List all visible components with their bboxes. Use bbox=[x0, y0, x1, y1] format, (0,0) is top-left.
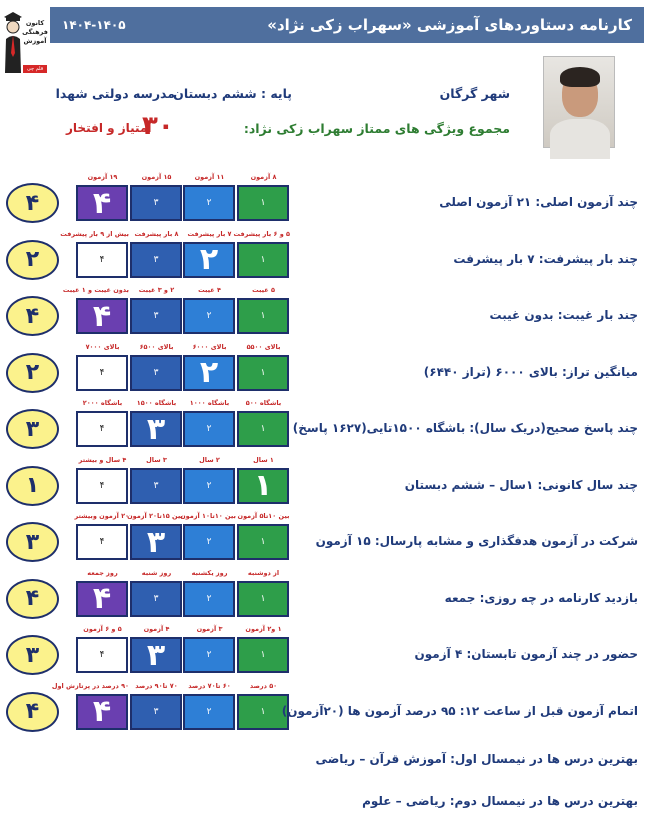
level-box: ۴ bbox=[76, 185, 128, 221]
level-grid bbox=[74, 512, 290, 564]
achievement-question: بازدید کارنامه در چه روزی: جمعه bbox=[444, 590, 638, 605]
level-tick-label: روز یکشنبه bbox=[191, 568, 228, 577]
achievement-question: چند پاسخ صحیح(دریک سال): باشگاه ۱۵۰۰تایی(۱۶۲۷ پاسخ) bbox=[292, 421, 638, 435]
level-tick-label: ۴ غیبت bbox=[198, 286, 221, 294]
level-box: ۲ bbox=[183, 298, 235, 334]
score-value: ۳۰ bbox=[142, 111, 174, 141]
level-box: ۱ bbox=[237, 242, 289, 278]
level-box: ۴ bbox=[76, 524, 128, 560]
achievement-question: چند سال کانونی: ۱سال – ششم دبستان bbox=[404, 477, 638, 492]
level-tick-label: بیش از ۹ بار پیشرفت bbox=[60, 229, 129, 238]
achievement-row bbox=[0, 681, 650, 750]
level-grid bbox=[76, 342, 290, 395]
report-year: ۱۴۰۴-۱۴۰۵ bbox=[62, 18, 126, 32]
level-tick-label: ۵ و ۶ آزمون bbox=[83, 625, 122, 633]
level-box: ۱ bbox=[237, 411, 289, 447]
level-tick-label: روز شنبه bbox=[141, 568, 172, 577]
level-box: ۴ bbox=[76, 581, 128, 617]
level-grid bbox=[51, 681, 290, 734]
level-box: ۳ bbox=[130, 581, 182, 617]
level-box: ۲ bbox=[183, 411, 235, 447]
student-photo bbox=[543, 56, 615, 148]
score-badge: ۴ bbox=[6, 183, 59, 223]
level-box: ۳ bbox=[130, 637, 182, 673]
level-tick-label: ۹۰ درصد در پرتازش اول bbox=[51, 681, 129, 690]
level-box: ۱ bbox=[237, 524, 289, 560]
best-subjects-first-half: بهترین درس ها در نیمسال اول: آموزش قرآن – ریاضی bbox=[315, 752, 638, 766]
level-box: ۱ bbox=[237, 694, 289, 730]
level-box: ۴ bbox=[76, 242, 128, 278]
level-tick-label: بالای ۷۰۰۰ bbox=[85, 342, 120, 351]
logo-badge: قلم چی bbox=[23, 65, 47, 73]
level-grid bbox=[76, 455, 290, 508]
level-box: ۲ bbox=[183, 694, 235, 730]
level-tick-label: ۴ سال و بیشتر bbox=[78, 455, 127, 464]
level-grid bbox=[76, 173, 290, 225]
level-tick-label: ۵ غیبت bbox=[252, 286, 275, 294]
level-box: ۱ bbox=[237, 355, 289, 391]
level-box: ۳ bbox=[130, 298, 182, 334]
level-tick-label: بین ۱۰تا۵ آزمون bbox=[237, 512, 290, 520]
level-box: ۳ bbox=[130, 355, 182, 391]
achievement-question: چند بار پیشرفت: ۷ بار پیشرفت bbox=[453, 251, 638, 266]
level-box: ۱ bbox=[237, 298, 289, 334]
score-label: امتیاز و افتخار bbox=[66, 121, 152, 135]
level-grid bbox=[60, 229, 290, 282]
level-tick-label: ۲۰ آزمون وبیشتر bbox=[74, 512, 129, 520]
score-badge: ۳ bbox=[6, 635, 59, 675]
level-box: ۳ bbox=[130, 524, 182, 560]
score-badge: ۳ bbox=[6, 409, 59, 449]
level-tick-label: بالای ۶۰۰۰ bbox=[192, 342, 227, 351]
level-box: ۲ bbox=[183, 242, 235, 278]
score-badge: ۲ bbox=[6, 353, 59, 393]
level-tick-label: ۲ سال bbox=[199, 455, 220, 464]
level-tick-label: ۲ و ۳ غیبت bbox=[138, 286, 175, 294]
level-box: ۲ bbox=[183, 355, 235, 391]
level-box: ۴ bbox=[76, 468, 128, 504]
level-tick-label: ۷ بار پیشرفت bbox=[187, 229, 232, 238]
best-subjects-second-half: بهترین درس ها در نیمسال دوم: ریاضی – علوم bbox=[362, 794, 638, 808]
level-box: ۳ bbox=[130, 694, 182, 730]
student-grade: پایه : ششم دبستان bbox=[173, 86, 292, 101]
level-box: ۱ bbox=[237, 581, 289, 617]
level-tick-label: باشگاه ۲۰۰۰ bbox=[82, 399, 123, 407]
kanoon-logo bbox=[2, 3, 46, 75]
level-box: ۴ bbox=[76, 694, 128, 730]
level-tick-label: ۱۵ آزمون bbox=[141, 173, 172, 181]
level-grid bbox=[76, 568, 290, 621]
achievement-question: چند بار غیبت: بدون غیبت bbox=[489, 308, 638, 322]
level-tick-label: بین ۱۵تا۲۰ آزمون bbox=[127, 512, 183, 520]
features-label: مجموع ویژگی های ممتاز سهراب زکی نژاد: bbox=[243, 121, 510, 136]
level-tick-label: باشگاه ۵۰۰ bbox=[245, 399, 282, 407]
level-box: ۴ bbox=[76, 298, 128, 334]
achievement-question: میانگین تراز: بالای ۶۰۰۰ (تراز ۶۴۴۰) bbox=[423, 364, 638, 379]
level-tick-label: ۴ آزمون bbox=[143, 625, 170, 633]
level-tick-label: ۱۱ آزمون bbox=[194, 173, 225, 181]
score-badge: ۴ bbox=[6, 296, 59, 336]
level-grid bbox=[62, 286, 290, 338]
level-tick-label: ۵ و ۶ بار پیشرفت bbox=[233, 229, 290, 238]
level-box: ۳ bbox=[130, 242, 182, 278]
logo-text: کانون فرهنگی آموزش bbox=[22, 19, 48, 45]
level-box: ۱ bbox=[237, 185, 289, 221]
achievement-question: حضور در چند آزمون تابستان: ۴ آزمون bbox=[414, 647, 638, 661]
level-tick-label: ۱ و۲ آزمون bbox=[245, 625, 282, 633]
level-tick-label: ۷۰ تا۹۰ درصد bbox=[135, 681, 178, 690]
level-box: ۱ bbox=[237, 637, 289, 673]
score-badge: ۱ bbox=[6, 466, 59, 506]
level-box: ۴ bbox=[76, 411, 128, 447]
level-box: ۲ bbox=[183, 524, 235, 560]
level-box: ۱ bbox=[237, 468, 289, 504]
level-box: ۲ bbox=[183, 581, 235, 617]
level-tick-label: ۱۹ آزمون bbox=[87, 173, 118, 181]
student-school: مدرسه دولتی شهدا bbox=[55, 86, 175, 101]
level-tick-label: ۶۰ تا۷۰ درصد bbox=[188, 681, 231, 690]
student-city: شهر گرگان bbox=[439, 86, 510, 101]
level-box: ۲ bbox=[183, 637, 235, 673]
level-tick-label: ۳ آزمون bbox=[196, 625, 223, 633]
level-box: ۲ bbox=[183, 185, 235, 221]
report-header bbox=[50, 7, 644, 43]
score-badge: ۴ bbox=[6, 579, 59, 619]
score-badge: ۲ bbox=[6, 240, 59, 280]
level-tick-label: ۵۰ درصد bbox=[249, 681, 278, 690]
level-tick-label: بالای ۶۵۰۰ bbox=[139, 342, 174, 351]
achievement-question: اتمام آزمون قبل از ساعت ۱۲: ۹۵ درصد آزمون ها (۲۰آزمون) bbox=[281, 703, 638, 718]
level-tick-label: بین ۱۰تا۱۰ آزمون bbox=[180, 512, 236, 520]
level-tick-label: ۸ آزمون bbox=[250, 173, 277, 181]
level-grid bbox=[76, 625, 290, 677]
level-tick-label: ۸ بار پیشرفت bbox=[134, 229, 179, 238]
level-tick-label: ۳ سال bbox=[146, 455, 167, 464]
level-tick-label: بدون غیبت و ۱ غیبت bbox=[62, 286, 129, 294]
level-tick-label: بالای ۵۵۰۰ bbox=[246, 342, 281, 351]
level-box: ۲ bbox=[183, 468, 235, 504]
level-box: ۴ bbox=[76, 637, 128, 673]
level-box: ۳ bbox=[130, 185, 182, 221]
level-tick-label: ۱ سال bbox=[253, 455, 274, 464]
level-grid bbox=[76, 399, 290, 451]
score-badge: ۳ bbox=[6, 522, 59, 562]
level-tick-label: باشگاه ۱۰۰۰ bbox=[189, 399, 230, 407]
level-box: ۳ bbox=[130, 411, 182, 447]
level-box: ۳ bbox=[130, 468, 182, 504]
report-title: کارنامه دستاوردهای آموزشی «سهراب زکی نژاد» bbox=[267, 16, 632, 34]
level-tick-label: روز جمعه bbox=[87, 568, 118, 577]
level-tick-label: از دوشنبه bbox=[247, 568, 280, 577]
score-badge: ۴ bbox=[6, 692, 59, 732]
level-box: ۴ bbox=[76, 355, 128, 391]
achievement-question: شرکت در آزمون هدفگذاری و مشابه پارسال: ۱۵ آزمون bbox=[315, 534, 638, 548]
achievement-question: چند آزمون اصلی: ۲۱ آزمون اصلی bbox=[439, 195, 638, 209]
level-tick-label: باشگاه ۱۵۰۰ bbox=[136, 399, 177, 407]
